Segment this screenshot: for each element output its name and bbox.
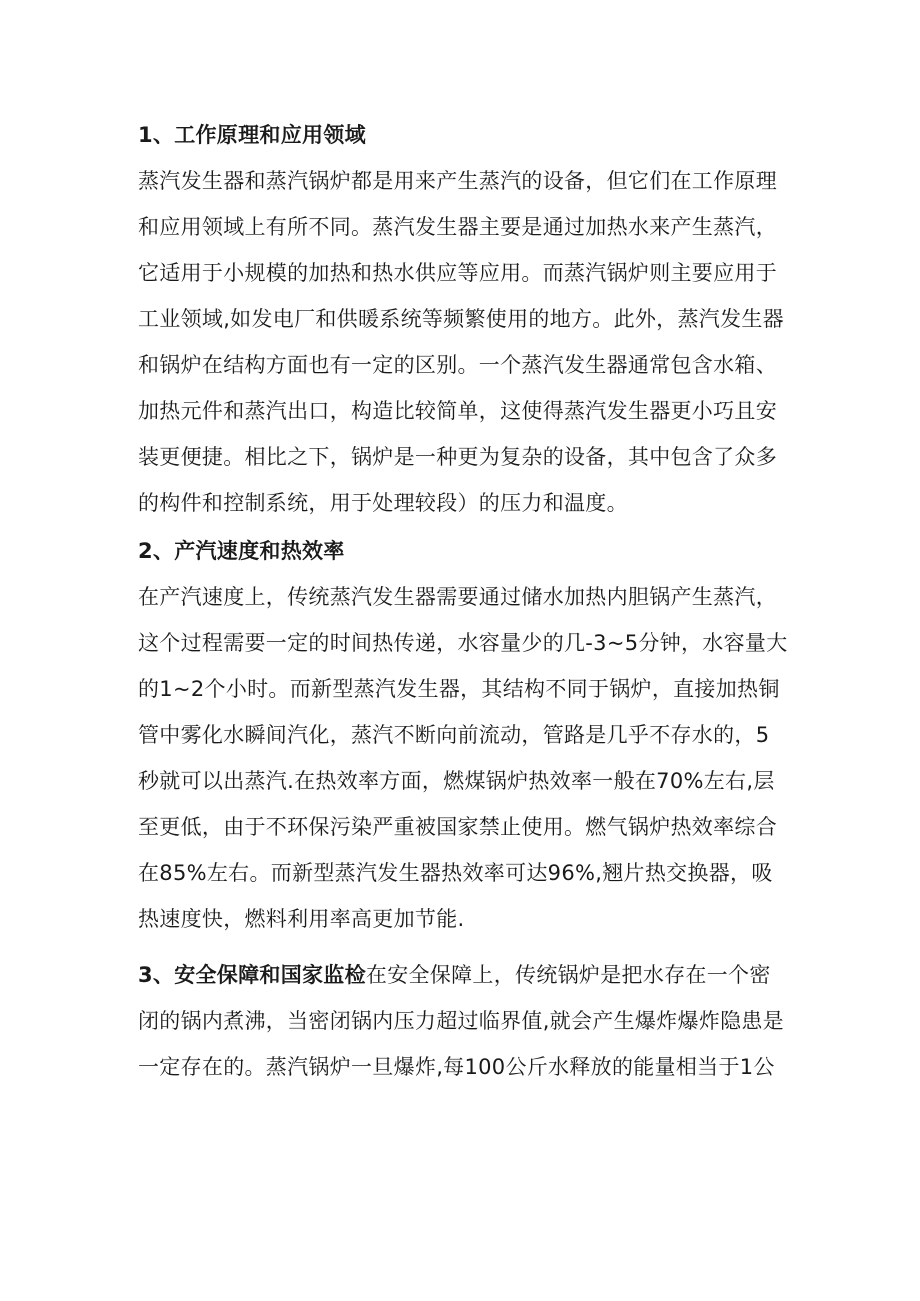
section-2-line: 在产汽速度上，传统蒸汽发生器需要通过储水加热内胆锅产生蒸汽，: [138, 585, 777, 609]
section-1-line: 工业领域,如发电厂和供暖系统等频繁使用的地方。此外，蒸汽发生器: [138, 307, 784, 331]
section-2-line: 热速度快，燃料利用率高更加节能.: [138, 907, 465, 931]
section-1-line: 它适用于小规模的加热和热水供应等应用。而蒸汽锅炉则主要应用于: [138, 261, 777, 285]
section-1-line: 和锅炉在结构方面也有一定的区别。一个蒸汽发生器通常包含水箱、: [138, 353, 777, 377]
section-2-line: 管中雾化水瞬间汽化，蒸汽不断向前流动，管路是几乎不存水的，5: [138, 723, 770, 747]
section-2-heading: 2、产汽速度和热效率: [138, 539, 345, 563]
section-1-line: 和应用领域上有所不同。蒸汽发生器主要是通过加热水来产生蒸汽，: [138, 215, 777, 239]
section-3-first-line: [138, 952, 788, 998]
section-3-heading: 3、安全保障和国家监检: [138, 963, 366, 987]
section-1-heading: 1、工作原理和应用领域: [138, 123, 366, 147]
section-2-line: 的1~2个小时。而新型蒸汽发生器，其结构不同于锅炉，直接加热铜: [138, 677, 780, 701]
section-2-line: 秒就可以出蒸汽.在热效率方面，燃煤锅炉热效率一般在70%左右,层: [138, 769, 775, 793]
section-2-line: 这个过程需要一定的时间热传递，水容量少的几-3~5分钟，水容量大: [138, 631, 788, 655]
document-page: [138, 112, 788, 1090]
section-1-line: 加热元件和蒸汽出口，构造比较简单，这使得蒸汽发生器更小巧且安: [138, 399, 777, 423]
section-1-line: 装更便捷。相比之下，锅炉是一种更为复杂的设备，其中包含了众多: [138, 445, 777, 469]
section-3-line: 一定存在的。蒸汽锅炉一旦爆炸,每100公斤水释放的能量相当于1公: [138, 1055, 775, 1079]
section-1-line: 蒸汽发生器和蒸汽锅炉都是用来产生蒸汽的设备，但它们在工作原理: [138, 169, 777, 193]
spacer: [138, 942, 788, 952]
section-3-line: 闭的锅内煮沸，当密闭锅内压力超过临界值,就会产生爆炸爆炸隐患是: [138, 1009, 784, 1033]
section-1-line: 的构件和控制系统，用于处理较段）的压力和温度。: [138, 491, 628, 515]
section-3-line: 在安全保障上，传统锅炉是把水存在一个密: [365, 963, 771, 987]
section-2-line: 至更低，由于不环保污染严重被国家禁止使用。燃气锅炉热效率综合: [138, 815, 777, 839]
section-2-line: 在85%左右。而新型蒸汽发生器热效率可达96%,翘片热交换器，吸: [138, 861, 773, 885]
